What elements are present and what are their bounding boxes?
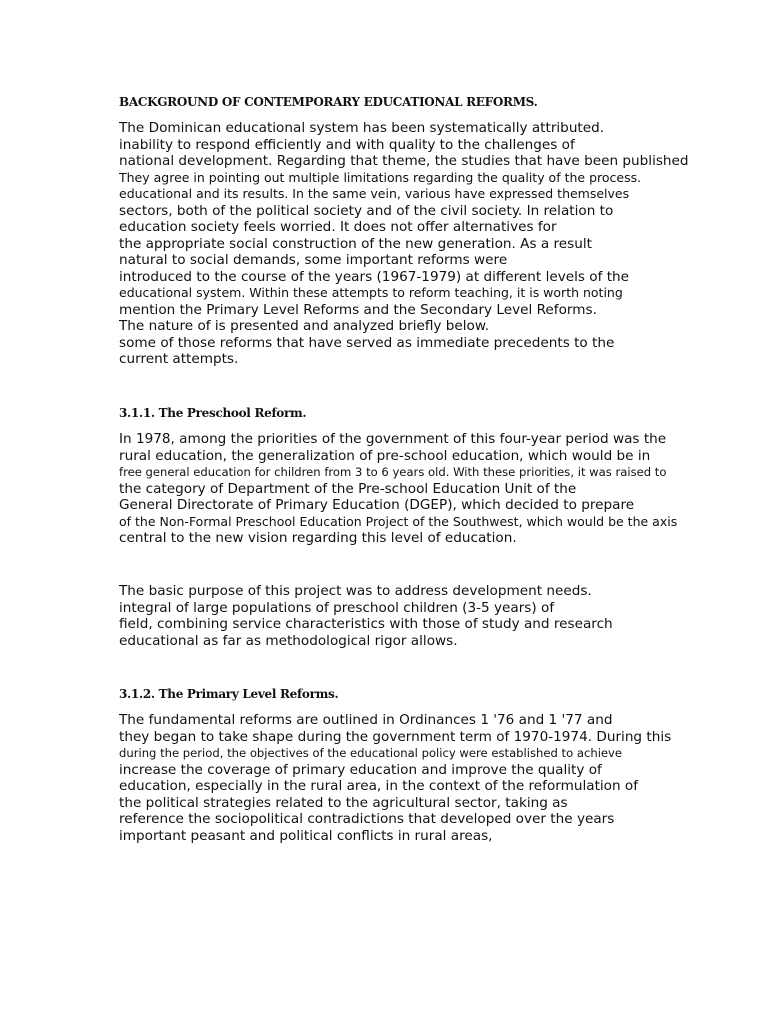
paragraph-line: The nature of is presented and analyzed briefly below. — [119, 318, 490, 334]
paragraph-line: free general education for children from 3 to 6 years old. With these priorities, it was raised to — [119, 465, 667, 479]
paragraph-line: introduced to the course of the years (1967-1979) at different levels of the — [119, 268, 630, 285]
paragraph-line: rural education, the generalization of pre-school education, which would be in — [119, 447, 651, 464]
paragraph-line: General Directorate of Primary Education (DGEP), which decided to prepare — [119, 497, 635, 513]
paragraph-line: natural to social demands, some important reforms were — [119, 252, 508, 268]
paragraph-line: the category of Department of the Pre-school Education Unit of the — [119, 480, 577, 497]
paragraph-line: They agree in pointing out multiple limitations regarding the quality of the process. — [119, 169, 642, 185]
paragraph-line: sectors, both of the political society and of the civil society. In relation to — [119, 202, 614, 219]
paragraph-line: The basic purpose of this project was to address development needs. — [119, 583, 592, 599]
paragraph-line: national development. Regarding that theme, the studies that have been published — [119, 153, 689, 169]
paragraph-preschool-1 — [119, 431, 759, 547]
paragraph-line: during the period, the objectives of the educational policy were established to achieve — [119, 746, 623, 760]
paragraph-line: some of those reforms that have served as immediate precedents to the — [119, 334, 615, 351]
paragraph-line: educational and its results. In the same vein, various have expressed themselves — [119, 186, 630, 201]
paragraph-line: of the Non-Formal Preschool Education Project of the Southwest, which would be the axis — [119, 513, 678, 529]
section-heading-preschool-reform: 3.1.1. The Preschool Reform. — [119, 406, 307, 420]
paragraph-line: the political strategies related to the agricultural sector, taking as — [119, 794, 568, 811]
paragraph-line: integral of large populations of preschool children (3-5 years) of — [119, 599, 555, 616]
section-heading-primary-level-reforms: 3.1.2. The Primary Level Reforms. — [119, 687, 339, 701]
paragraph-line: The fundamental reforms are outlined in Ordinances 1 '76 and 1 '77 and — [119, 712, 613, 728]
section-heading-background: BACKGROUND OF CONTEMPORARY EDUCATIONAL REFORMS. — [119, 95, 538, 109]
paragraph-line: educational system. Within these attempts to reform teaching, it is worth noting — [119, 285, 623, 300]
paragraph-primary-level — [119, 712, 759, 844]
paragraph-line: The Dominican educational system has been systematically attributed. — [119, 120, 605, 136]
paragraph-line: the appropriate social construction of the new generation. As a result — [119, 235, 592, 252]
paragraph-line: educational as far as methodological rigor allows. — [119, 632, 458, 649]
paragraph-line: important peasant and political conflicts in rural areas, — [119, 827, 493, 844]
paragraph-line: reference the sociopolitical contradictions that developed over the years — [119, 811, 615, 827]
paragraph-line: field, combining service characteristics with those of study and research — [119, 616, 613, 632]
paragraph-line: education society feels worried. It does not offer alternatives for — [119, 219, 557, 235]
paragraph-line: central to the new vision regarding this level of education. — [119, 530, 517, 546]
paragraph-line: increase the coverage of primary education and improve the quality of — [119, 761, 602, 778]
paragraph-line: education, especially in the rural area, in the context of the reformulation of — [119, 778, 639, 794]
paragraph-line: In 1978, among the priorities of the government of this four-year period was the — [119, 431, 667, 447]
paragraph-line: current attempts. — [119, 351, 239, 367]
paragraph-preschool-2 — [119, 583, 759, 649]
paragraph-background — [119, 120, 759, 368]
paragraph-line: mention the Primary Level Reforms and the Secondary Level Reforms. — [119, 301, 597, 318]
paragraph-line: inability to respond efficiently and with quality to the challenges of — [119, 136, 575, 153]
paragraph-line: they began to take shape during the government term of 1970-1974. During this — [119, 728, 672, 745]
